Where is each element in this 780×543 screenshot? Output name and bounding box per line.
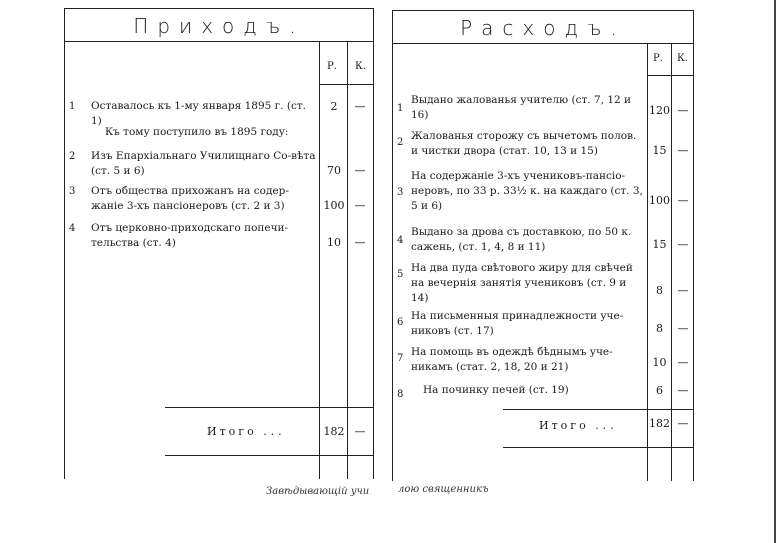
entry-text: На содержаніе 3-хъ учениковъ-пансіо-неровъ, по 33 р. 33½ к. на каждаго (ст. 3, 5 и 6) [411,170,643,212]
entry-text: Оставалось къ 1-му января 1895 г. (ст. 1) [91,100,306,127]
kopecks-header: К. [355,61,366,72]
entry-text: Выдано за дрова съ доставкою, по 50 к. сажень, (ст. 1, 4, 8 и 11) [411,226,632,253]
entry-number: 4 [69,223,76,234]
entry-rubles: 6 [656,384,663,397]
header-rule [319,84,373,85]
entry-text: Изъ Епархіальнаго Училищнаго Со-вѣта (ст. 5 и 6) [91,150,316,177]
kopecks-header: К. [677,53,688,64]
entry-text: На помощь въ одеждѣ бѣднымъ уче-никамъ (стат. 2, 18, 20 и 21) [411,346,613,373]
entry-number: 8 [397,389,404,400]
income-total-label: Итого ... [207,425,286,438]
entry-number: 5 [397,269,404,280]
entry-number: 2 [397,137,404,148]
entry-kopecks: — [677,194,689,207]
expense-title: Расходъ. [393,11,693,44]
income-title: Приходъ. [65,9,373,42]
entry-kopecks: — [354,164,366,177]
entry-text: Выдано жалованья учителю (ст. 7, 12 и 16) [411,94,632,121]
entry-number: 7 [397,353,404,364]
expense-total-label: Итого ... [539,419,618,432]
page-edge [774,0,776,543]
entry-number: 1 [69,101,76,112]
rubles-header: Р. [327,61,337,72]
entry-rubles: 15 [652,238,667,251]
entry-kopecks: — [677,104,689,117]
entry-kopecks: — [354,199,366,212]
entry-number: 2 [69,151,76,162]
entry-text: На починку печей (ст. 19) [423,384,569,396]
total-rule-top [165,407,373,408]
total-rule-top [503,409,693,410]
total-rule-bottom [165,455,373,456]
entry-kopecks: — [677,384,689,397]
header-rule [647,75,693,76]
income-total-kopecks: — [354,425,366,438]
entry-rubles: 120 [649,104,670,117]
total-rule-bottom [503,447,693,448]
entry-text: Жалованья сторожу съ вычетомъ полов. и чистки двора (стат. 10, 13 и 15) [411,130,637,157]
entry-number: 3 [397,187,404,198]
entry-kopecks: — [677,144,689,157]
income-page [64,8,374,479]
entry-rubles: 8 [656,284,663,297]
entry-rubles: 15 [652,144,667,157]
entry-number: 6 [397,317,404,328]
entry-rubles: 8 [656,322,663,335]
rubles-header: Р. [653,53,663,64]
entry-text: Къ тому поступило въ 1895 году: [105,126,289,138]
entry-rubles: 10 [652,356,667,369]
entry-number: 3 [69,186,76,197]
entry-kopecks: — [677,322,689,335]
entry-text: На два пуда свѣтового жиру для свѣчей на вечернія занятія учениковъ (ст. 9 и 14) [411,262,633,304]
expense-page [392,10,694,481]
entry-text: На письменныя принадлежности уче-никовъ (ст. 17) [411,310,624,337]
entry-rubles: 100 [649,194,670,207]
entry-kopecks: — [354,236,366,249]
signature-right: лою священникъ [398,484,489,495]
expense-total-value: 182 [649,417,670,430]
signature-left: Завѣдывающій учи [266,486,370,497]
income-total-value: 182 [323,425,345,438]
entry-rubles: 70 [327,164,341,177]
rubles-column-divider [319,42,320,479]
entry-number: 4 [397,235,404,246]
entry-text: Отъ церковно-приходскаго попечи-тельства (ст. 4) [91,222,289,249]
kopecks-column-divider [671,44,672,481]
entry-rubles: 100 [323,199,345,212]
kopecks-column-divider [347,42,348,479]
entry-kopecks: — [677,238,689,251]
entry-rubles: 2 [330,100,338,113]
entry-kopecks: — [354,100,366,113]
expense-total-kopecks: — [677,417,689,430]
entry-kopecks: — [677,284,689,297]
entry-kopecks: — [677,356,689,369]
entry-rubles: 10 [327,236,341,249]
entry-number: 1 [397,103,404,114]
entry-text: Отъ общества прихожанъ на содер-жаніе 3-хъ пансіонеровъ (ст. 2 и 3) [91,185,289,212]
